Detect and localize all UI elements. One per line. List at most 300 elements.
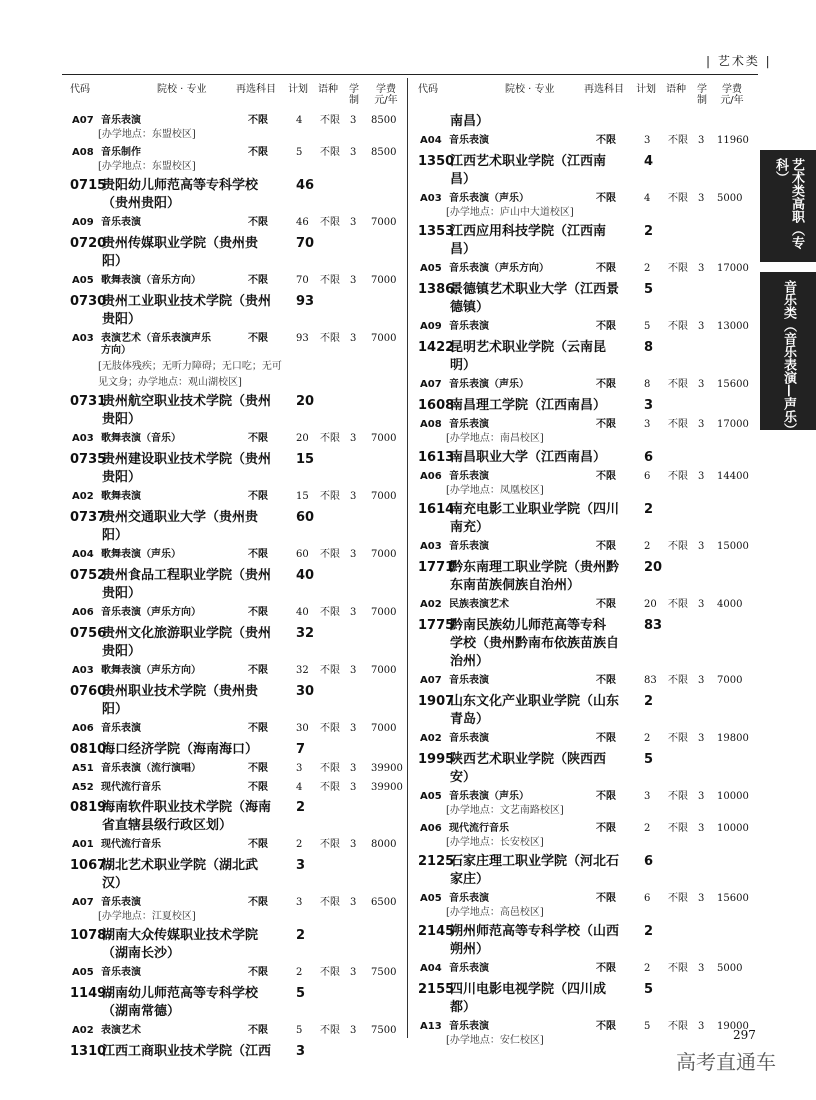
school-plan: 3 (296, 858, 306, 873)
major-language: 不限 (668, 541, 688, 552)
school-name-line: 贵州交通职业大学（贵州贵 (102, 510, 259, 525)
school-row (418, 339, 748, 375)
major-plan: 40 (296, 607, 309, 618)
major-code: A01 (72, 839, 94, 850)
major-language: 不限 (320, 782, 340, 793)
major-years: 3 (698, 541, 705, 552)
list-item (62, 895, 402, 909)
list-item (414, 891, 754, 905)
school-row (418, 397, 748, 415)
school-name-line: 江西应用科技学院（江西南 (450, 224, 607, 239)
school-name-line: 阳） (102, 528, 129, 543)
major-years: 3 (350, 967, 357, 978)
major-code: A05 (72, 967, 94, 978)
list-item (62, 547, 402, 561)
school-name-line: 朔州） (450, 942, 490, 957)
major-subjects: 不限 (596, 1021, 616, 1032)
school-code: 0720 (70, 236, 107, 251)
school-code: 1350 (418, 154, 455, 169)
school-plan: 3 (644, 398, 654, 413)
major-fee: 7000 (371, 723, 397, 734)
side-tab-music: 音乐类（音乐表演—声乐） (760, 272, 816, 430)
major-plan: 83 (644, 675, 657, 686)
school-row (70, 451, 400, 487)
major-fee: 17000 (717, 263, 749, 274)
category-tag: | 艺术类 | (706, 54, 772, 68)
major-fee: 7000 (371, 607, 397, 618)
major-years: 3 (698, 733, 705, 744)
major-language: 不限 (668, 675, 688, 686)
major-name: 歌舞表演（音乐） (101, 433, 181, 444)
major-plan: 6 (644, 893, 651, 904)
list-item (62, 431, 402, 445)
major-fee: 8500 (371, 147, 397, 158)
major-name: 音乐表演 (449, 733, 489, 744)
major-code: A03 (72, 433, 94, 444)
school-name-line: 明） (450, 358, 477, 373)
school-code: 0735 (70, 452, 107, 467)
school-row (418, 853, 748, 889)
school-code: 1995 (418, 752, 455, 767)
school-row (70, 985, 400, 1021)
school-plan: 32 (296, 626, 315, 641)
school-name-line: 贵阳幼儿师范高等专科学校 (102, 178, 259, 193)
school-code: 2125 (418, 854, 455, 869)
major-fee: 7000 (371, 275, 397, 286)
major-plan: 3 (644, 419, 651, 430)
header-language: 语种 (666, 84, 686, 95)
school-plan: 20 (296, 394, 315, 409)
school-row (418, 981, 748, 1017)
list-item (414, 133, 754, 147)
major-subjects: 不限 (248, 491, 268, 502)
major-name: 歌舞表演（声乐方向） (101, 665, 201, 676)
school-row (418, 281, 748, 317)
major-language: 不限 (668, 471, 688, 482)
major-name: 歌舞表演（音乐方向） (101, 275, 201, 286)
major-years: 3 (350, 491, 357, 502)
major-subjects: 不限 (248, 839, 268, 850)
major-plan: 4 (296, 115, 303, 126)
school-code: 0731 (70, 394, 107, 409)
major-plan: 46 (296, 217, 309, 228)
list-item (414, 377, 754, 391)
school-plan: 30 (296, 684, 315, 699)
major-name: 民族表演艺术 (449, 599, 509, 610)
school-name-line: 贵阳） (102, 412, 142, 427)
header-rule (62, 74, 758, 75)
school-code: 1771 (418, 560, 455, 575)
school-name-line: 贵州传媒职业学院（贵州贵 (102, 236, 259, 251)
major-fee: 7000 (371, 665, 397, 676)
major-note: [办学地点：南昌校区] (446, 433, 544, 444)
major-language: 不限 (668, 263, 688, 274)
list-item (414, 319, 754, 333)
major-language: 不限 (668, 733, 688, 744)
school-code: 1386 (418, 282, 455, 297)
school-name-line: 贵州食品工程职业学院（贵州 (102, 568, 272, 583)
major-note: [办学地点：长安校区] (446, 837, 544, 848)
major-code: A03 (72, 665, 94, 676)
major-subjects: 不限 (248, 115, 268, 126)
school-plan: 5 (296, 986, 306, 1001)
major-fee: 6500 (371, 897, 397, 908)
school-name-line: 昆明艺术职业学院（云南昆 (450, 340, 607, 355)
school-plan: 8 (644, 340, 654, 355)
major-years: 3 (350, 147, 357, 158)
major-name: 音乐表演（流行演唱） (101, 763, 201, 774)
school-plan: 2 (296, 928, 306, 943)
major-note: [办学地点：凤凰校区] (446, 485, 544, 496)
major-language: 不限 (668, 1021, 688, 1032)
major-fee: 10000 (717, 791, 749, 802)
major-name: 音乐表演 (449, 963, 489, 974)
major-name: 现代流行音乐 (449, 823, 509, 834)
school-name-line: 四川电影电视学院（四川成 (450, 982, 607, 997)
major-years: 3 (698, 193, 705, 204)
major-plan: 2 (644, 733, 651, 744)
list-item (62, 331, 402, 345)
major-plan: 15 (296, 491, 309, 502)
major-fee: 39900 (371, 763, 403, 774)
major-code: A03 (72, 333, 94, 344)
major-plan: 4 (644, 193, 651, 204)
major-name: 音乐表演 (449, 471, 489, 482)
major-name: 音乐表演 (101, 967, 141, 978)
school-code: 1775 (418, 618, 455, 633)
major-fee: 11960 (717, 135, 749, 146)
major-plan: 2 (644, 963, 651, 974)
major-fee: 15600 (717, 379, 749, 390)
major-years: 3 (698, 263, 705, 274)
list-item (62, 273, 402, 287)
major-code: A13 (420, 1021, 442, 1032)
school-name-line: 陕西艺术职业学院（陕西西 (450, 752, 607, 767)
major-name: 音乐表演 (101, 115, 141, 126)
major-name: 现代流行音乐 (101, 839, 161, 850)
school-row (418, 693, 748, 729)
major-subjects: 不限 (248, 333, 268, 344)
list-item (414, 1019, 754, 1033)
major-years: 3 (350, 665, 357, 676)
header-code: 代码 (418, 84, 438, 95)
major-note: [办学地点：东盟校区] (98, 161, 196, 172)
school-code: 0810 (70, 742, 107, 757)
school-code: 0760 (70, 684, 107, 699)
header-fee: 学费元/年 (374, 84, 398, 106)
school-name-line: 学校（贵州黔南布依族苗族自 (450, 636, 620, 651)
major-subjects: 不限 (596, 675, 616, 686)
major-fee: 15600 (717, 893, 749, 904)
major-code: A06 (72, 607, 94, 618)
major-subjects: 不限 (596, 263, 616, 274)
major-code: A08 (72, 147, 94, 158)
major-fee: 7000 (371, 217, 397, 228)
major-years: 3 (350, 607, 357, 618)
major-language: 不限 (320, 491, 340, 502)
school-row (418, 223, 748, 259)
header-school_major: 院校 · 专业 (157, 84, 207, 95)
school-name-line: （湖南常德） (102, 1004, 181, 1019)
school-row (70, 799, 400, 835)
school-name-line: 昌） (450, 172, 477, 187)
major-code: A05 (420, 263, 442, 274)
major-code: A05 (72, 275, 94, 286)
major-subjects: 不限 (248, 549, 268, 560)
major-name: 音乐表演 (449, 893, 489, 904)
major-code: A05 (420, 791, 442, 802)
major-subjects: 不限 (596, 791, 616, 802)
school-row (70, 293, 400, 329)
major-name: 音乐表演 (449, 321, 489, 332)
school-name-line: 南充电影工业职业学院（四川 (450, 502, 620, 517)
major-name: 音乐表演 (101, 897, 141, 908)
major-fee: 4000 (717, 599, 743, 610)
major-name: 音乐表演（声乐方向） (101, 607, 201, 618)
list-item (62, 721, 402, 735)
major-code: A07 (420, 675, 442, 686)
major-plan: 5 (644, 1021, 651, 1032)
school-plan: 7 (296, 742, 306, 757)
school-name-line: 石家庄理工职业学院（河北石 (450, 854, 620, 869)
major-plan: 5 (296, 1025, 303, 1036)
list-item (62, 780, 402, 793)
school-plan: 5 (644, 282, 654, 297)
major-language: 不限 (320, 607, 340, 618)
major-fee: 7500 (371, 967, 397, 978)
school-row (70, 625, 400, 661)
major-subjects: 不限 (248, 897, 268, 908)
major-code: A02 (420, 733, 442, 744)
school-name-line: 贵阳） (102, 470, 142, 485)
major-name: 音乐表演 (449, 419, 489, 430)
major-language: 不限 (320, 897, 340, 908)
major-years: 3 (350, 549, 357, 560)
list-item (414, 821, 754, 835)
school-code: 1310 (70, 1044, 107, 1059)
school-plan: 4 (644, 154, 654, 169)
school-code: 2145 (418, 924, 455, 939)
school-code: 1078 (70, 928, 107, 943)
major-fee: 8000 (371, 839, 397, 850)
list-item (62, 761, 402, 774)
list-item (414, 191, 754, 205)
major-note: [办学地点：高邑校区] (446, 907, 544, 918)
major-plan: 6 (644, 471, 651, 482)
major-language: 不限 (320, 549, 340, 560)
major-fee: 15000 (717, 541, 749, 552)
school-code: 0756 (70, 626, 107, 641)
major-note: [办学地点：文艺南路校区] (446, 805, 564, 816)
major-subjects: 不限 (248, 782, 268, 793)
school-name-line: 南昌理工学院（江西南昌） (450, 398, 607, 413)
major-name: 歌舞表演（声乐） (101, 549, 181, 560)
school-row (418, 617, 748, 671)
major-language: 不限 (320, 217, 340, 228)
list-item (414, 417, 754, 431)
major-code: A02 (72, 491, 94, 502)
school-code: 2155 (418, 982, 455, 997)
list-item (62, 1023, 402, 1037)
major-subjects: 不限 (596, 135, 616, 146)
major-language: 不限 (668, 419, 688, 430)
major-code: A08 (420, 419, 442, 430)
major-fee: 7000 (371, 549, 397, 560)
list-item (414, 261, 754, 275)
school-code: 1353 (418, 224, 455, 239)
major-subjects: 不限 (596, 599, 616, 610)
major-fee: 14400 (717, 471, 749, 482)
major-years: 3 (350, 115, 357, 126)
major-subjects: 不限 (596, 893, 616, 904)
school-name-line: 贵州航空职业技术学院（贵州 (102, 394, 272, 409)
header-school_major: 院校 · 专业 (505, 84, 555, 95)
major-fee: 5000 (717, 963, 743, 974)
school-name-line: 汉） (102, 876, 129, 891)
list-item (62, 489, 402, 503)
major-subjects: 不限 (248, 275, 268, 286)
major-years: 3 (698, 1021, 705, 1032)
header-language: 语种 (318, 84, 338, 95)
school-name-line: 昌） (450, 242, 477, 257)
major-years: 3 (698, 135, 705, 146)
major-years: 3 (350, 723, 357, 734)
school-name-line: 家庄） (450, 872, 490, 887)
major-code: A06 (420, 823, 442, 834)
school-row (418, 501, 748, 537)
major-language: 不限 (668, 379, 688, 390)
major-fee: 7500 (371, 1025, 397, 1036)
school-code: 1907 (418, 694, 455, 709)
major-code: A04 (420, 963, 442, 974)
school-plan: 46 (296, 178, 315, 193)
major-plan: 3 (644, 791, 651, 802)
major-years: 3 (350, 1025, 357, 1036)
major-subjects: 不限 (596, 963, 616, 974)
major-code: A51 (72, 763, 94, 774)
major-note: [办学地点：庐山中大道校区] (446, 207, 574, 218)
major-fee: 39900 (371, 782, 403, 793)
major-years: 3 (698, 823, 705, 834)
list-item (62, 965, 402, 979)
school-plan: 6 (644, 854, 654, 869)
major-language: 不限 (320, 665, 340, 676)
major-years: 3 (698, 599, 705, 610)
school-plan: 2 (644, 924, 654, 939)
major-years: 3 (350, 782, 357, 793)
major-plan: 3 (296, 763, 303, 774)
major-code: A09 (420, 321, 442, 332)
school-name-line: 南昌） (450, 114, 490, 129)
major-subjects: 不限 (596, 471, 616, 482)
school-name-line: 治州） (450, 654, 490, 669)
major-language: 不限 (668, 321, 688, 332)
major-years: 3 (350, 433, 357, 444)
major-language: 不限 (320, 147, 340, 158)
major-language: 不限 (320, 839, 340, 850)
major-name: 音乐表演（声乐） (449, 791, 529, 802)
major-code: A02 (72, 1025, 94, 1036)
school-plan: 6 (644, 450, 654, 465)
major-subjects: 不限 (596, 321, 616, 332)
school-code: 1613 (418, 450, 455, 465)
school-row (70, 177, 400, 213)
school-name-line: 湖南大众传媒职业技术学院 (102, 928, 259, 943)
school-name-line: 湖南幼儿师范高等专科学校 (102, 986, 259, 1001)
school-name-line: 贵州建设职业技术学院（贵州 (102, 452, 272, 467)
header-plan: 计划 (636, 84, 656, 95)
major-plan: 20 (644, 599, 657, 610)
school-name-line: 贵州工业职业技术学院（贵州 (102, 294, 272, 309)
major-plan: 32 (296, 665, 309, 676)
school-name-line: 贵阳） (102, 312, 142, 327)
major-plan: 70 (296, 275, 309, 286)
major-years: 3 (698, 963, 705, 974)
major-language: 不限 (668, 135, 688, 146)
list-item (62, 215, 402, 229)
major-code: A52 (72, 782, 94, 793)
school-code: 0737 (70, 510, 107, 525)
major-language: 不限 (320, 115, 340, 126)
major-name-cont: 方向） (101, 345, 131, 356)
major-code: A09 (72, 217, 94, 228)
school-name-line: 南昌职业大学（江西南昌） (450, 450, 607, 465)
school-name-line: 贵州职业技术学院（贵州贵 (102, 684, 259, 699)
school-plan: 93 (296, 294, 315, 309)
major-years: 3 (698, 675, 705, 686)
major-fee: 10000 (717, 823, 749, 834)
school-plan: 60 (296, 510, 315, 525)
side-tab-vocational: 艺术类高职（专科） (760, 150, 816, 262)
school-name-line: 贵阳） (102, 644, 142, 659)
list-item (414, 539, 754, 553)
major-plan: 30 (296, 723, 309, 734)
major-language: 不限 (668, 893, 688, 904)
school-name-line: 南充） (450, 520, 490, 535)
page-number: 297 (733, 1028, 756, 1042)
major-years: 3 (698, 471, 705, 482)
school-row (418, 449, 748, 467)
major-code: A06 (420, 471, 442, 482)
list-item (414, 961, 754, 975)
major-language: 不限 (668, 193, 688, 204)
major-name: 表演艺术（音乐表演声乐 (101, 333, 211, 344)
school-name-line: 青岛） (450, 712, 490, 727)
school-name-line: 都） (450, 1000, 477, 1015)
major-fee: 19800 (717, 733, 749, 744)
major-years: 3 (350, 897, 357, 908)
school-code: 1422 (418, 340, 455, 355)
list-item (62, 145, 402, 159)
school-name-line: 江西工商职业技术学院（江西 (102, 1044, 272, 1059)
header-code: 代码 (70, 84, 90, 95)
major-name: 音乐表演 (449, 135, 489, 146)
school-plan: 2 (644, 694, 654, 709)
school-name-line: 东南苗族侗族自治州） (450, 578, 581, 593)
school-row (70, 1043, 400, 1061)
major-years: 3 (698, 791, 705, 802)
major-fee: 19000 (717, 1021, 749, 1032)
major-plan: 2 (296, 967, 303, 978)
major-years: 3 (350, 275, 357, 286)
school-name-line: 省直辖县级行政区划） (102, 818, 233, 833)
school-plan: 83 (644, 618, 663, 633)
major-plan: 2 (644, 823, 651, 834)
header-subjects: 再选科目 (584, 84, 624, 95)
major-subjects: 不限 (248, 217, 268, 228)
school-name-line: 阳） (102, 702, 129, 717)
major-language: 不限 (320, 275, 340, 286)
